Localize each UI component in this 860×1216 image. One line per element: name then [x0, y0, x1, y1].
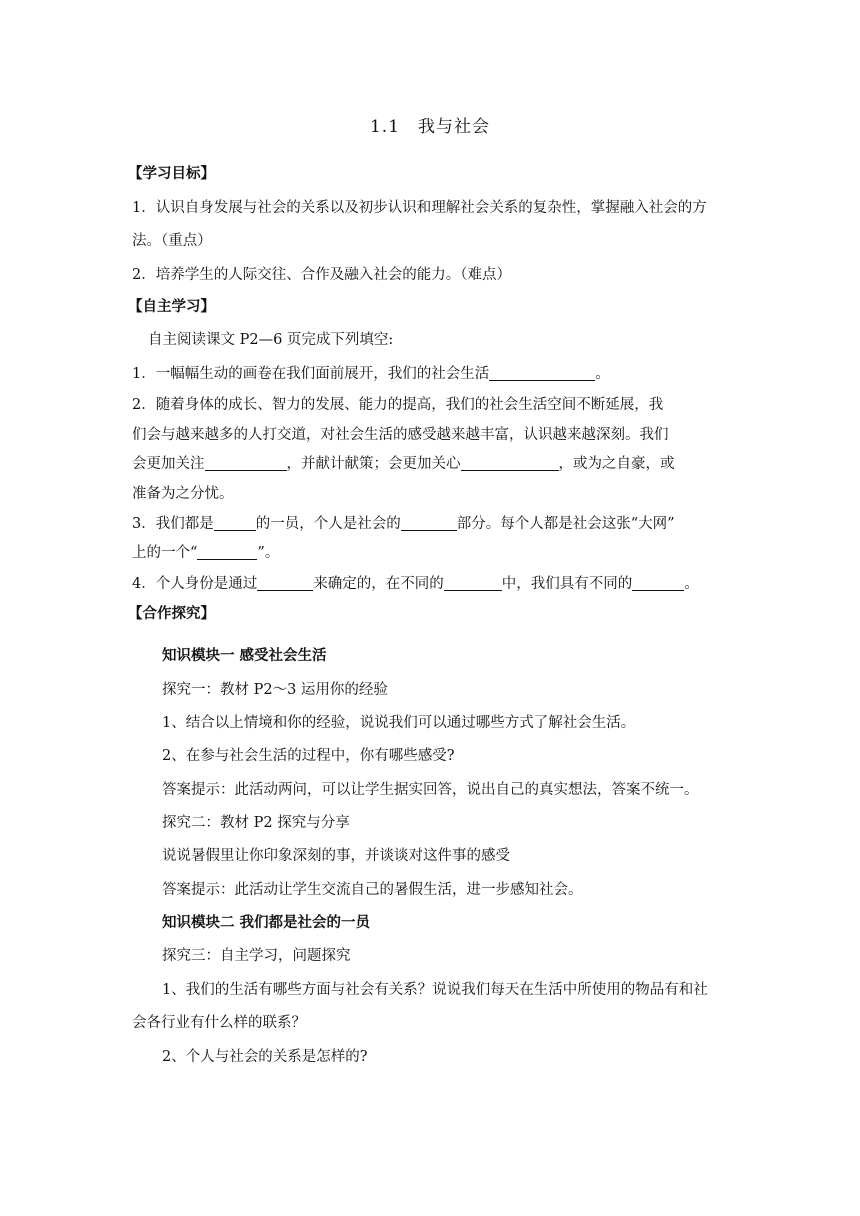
fill-blank[interactable]: [257, 575, 313, 591]
title-text: 我与社会: [418, 117, 491, 137]
fill-blank[interactable]: [205, 455, 287, 471]
fill-blank[interactable]: [197, 544, 257, 560]
goal-1-line-2: 法。（重点）: [132, 233, 212, 249]
question-3-text-c: 部分。每个人都是社会这张“大网”: [456, 516, 675, 532]
fill-blank[interactable]: [461, 455, 559, 471]
question-1-end: 。: [595, 366, 610, 382]
question-4-text-a: 4．个人身份是通过: [132, 576, 258, 592]
fill-blank[interactable]: [632, 575, 684, 591]
title-number: 1.1: [369, 117, 401, 137]
explore-3-question-1-line-1: 1、我们的生活有哪些方面与社会有关系？说说我们每天在生活中所使用的物品有和社: [162, 982, 708, 998]
question-2-line-4: 准备为之分忧。: [132, 486, 234, 502]
question-2-line-1: 2．随着身体的成长、智力的发展、能力的提高，我们的社会生活空间不断延展，我: [132, 397, 664, 413]
explore-1-answer-hint: 答案提示：此活动两问，可以让学生据实回答，说出自己的真实想法，答案不统一。: [162, 782, 699, 798]
question-3-line-2: [132, 543, 730, 563]
question-3-text-d: 上的一个“: [132, 545, 198, 561]
goal-2: 2．培养学生的人际交往、合作及融入社会的能力。（难点）: [132, 267, 511, 283]
cooperation-heading: 【合作探究】: [128, 605, 215, 622]
question-2-text-a: 会更加关注: [132, 456, 205, 472]
fill-blank[interactable]: [401, 515, 457, 531]
question-4-text-d: 。: [684, 576, 699, 592]
fill-blank[interactable]: [444, 575, 502, 591]
question-3-text-b: 的一员，个人是社会的: [255, 516, 401, 532]
explore-3-question-1-line-2: 会各行业有什么样的联系？: [132, 1015, 306, 1031]
explore-1-question-1: 1、结合以上情境和你的经验，说说我们可以通过哪些方式了解社会生活。: [162, 715, 636, 731]
question-3-line-1: [132, 514, 730, 534]
fill-blank[interactable]: [489, 365, 595, 381]
goal-1-line-1: 1．认识自身发展与社会的关系以及初步认识和理解社会关系的复杂性，掌握融入社会的方: [132, 200, 707, 216]
question-2-text-c: ，或为之自豪，或: [558, 456, 675, 472]
question-1-text: 1．一幅幅生动的画卷在我们面前展开，我们的社会生活: [132, 366, 490, 382]
question-2-text-b: ，并献计献策；会更加关心: [286, 456, 461, 472]
question-4-text-b: 来确定的，在不同的: [313, 576, 444, 592]
question-2-line-3: [132, 454, 730, 474]
explore-2-answer-hint: 答案提示：此活动让学生交流自己的暑假生活，进一步感知社会。: [162, 882, 583, 898]
question-3-text-e: ”。: [257, 545, 280, 561]
question-2-line-2: 们会与越来越多的人打交道，对社会生活的感受越来越丰富，认识越来越深刻。我们: [132, 427, 669, 443]
fill-blank[interactable]: [214, 515, 256, 531]
question-3-text-a: 3．我们都是: [132, 516, 214, 532]
explore-3-question-2: 2、个人与社会的关系是怎样的?: [162, 1049, 368, 1065]
self-study-intro: 自主阅读课文 P2—6 页完成下列填空:: [148, 332, 394, 348]
explore-2-question: 说说暑假里让你印象深刻的事，并谈谈对这件事的感受: [162, 848, 510, 864]
self-study-heading: 【自主学习】: [128, 298, 215, 315]
module-1-heading: 知识模块一 感受社会生活: [162, 647, 327, 664]
question-1: [132, 364, 730, 384]
page-title: [0, 112, 860, 137]
goals-heading: 【学习目标】: [128, 165, 215, 182]
question-4: [132, 574, 730, 594]
explore-2-title: 探究二：教材 P2 探究与分享: [162, 815, 350, 831]
explore-1-question-2: 2、在参与社会生活的过程中，你有哪些感受?: [162, 748, 455, 764]
question-4-text-c: 中，我们具有不同的: [501, 576, 633, 592]
module-2-heading: 知识模块二 我们都是社会的一员: [162, 914, 371, 931]
explore-3-title: 探究三：自主学习，问题探究: [162, 948, 351, 964]
explore-1-title: 探究一：教材 P2～3 运用你的经验: [162, 682, 388, 698]
